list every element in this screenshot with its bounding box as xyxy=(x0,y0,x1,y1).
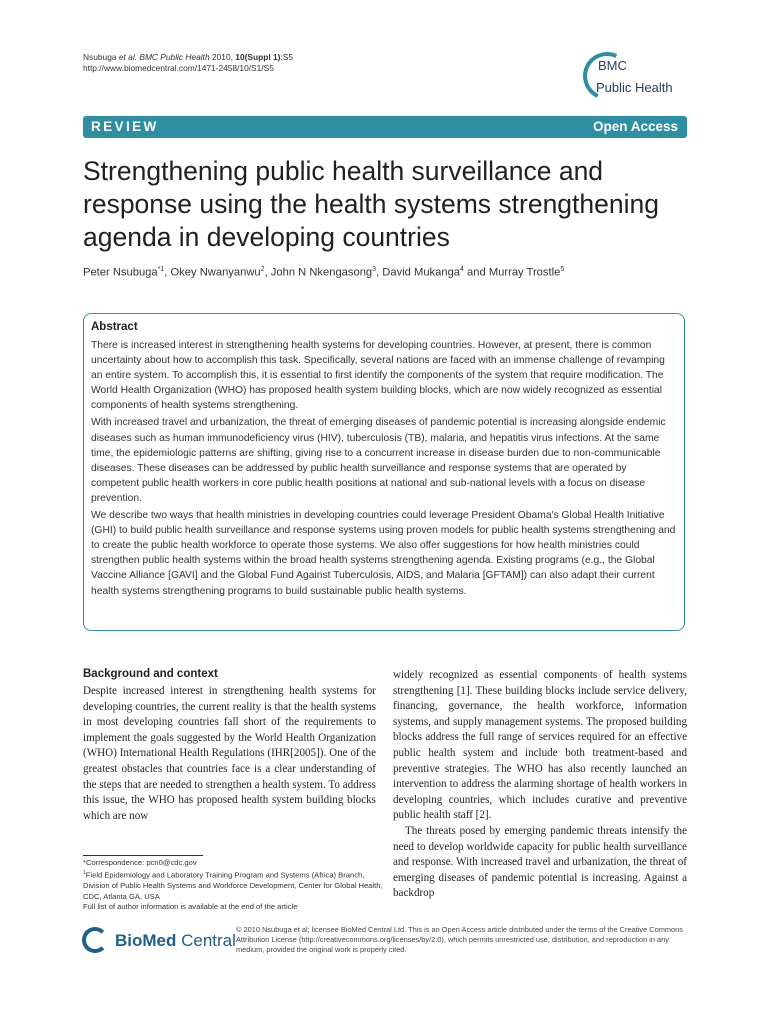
body-column-left xyxy=(83,684,376,824)
author-name: Peter Nsubuga xyxy=(83,266,158,279)
abstract-body xyxy=(91,338,677,601)
article-url[interactable]: http://www.biomedcentral.com/1471-2458/10/S1/S5 xyxy=(83,63,274,73)
footnotes xyxy=(83,858,383,913)
abstract-paragraph: There is increased interest in strengthening health systems for developing countries. However, at present, there is common uncertainty about how to accomplish this task. Specifically, several nations are faced with an immense challenge of revamping an entire system. To accomplish this, it is essential to first identify the components of the system that require modification. The World Health Organization (WHO) has proposed health system building blocks, which are now widely recognized as essential components of health systems strengthening. xyxy=(91,340,665,412)
author-list: Peter Nsubuga$^{*1}$, Okey Nwanyanwu$^2$, John N Nkengasong$^3$, David Mukanga$^4$ and Murray Trostle$^5$ xyxy=(83,266,565,279)
article-type-label: REVIEW xyxy=(91,119,159,134)
publisher-logo xyxy=(82,925,236,959)
citation-line: Nsubuga et al. BMC Public Health 2010, 10(Suppl 1):S5 xyxy=(83,52,293,62)
body-paragraph: The threats posed by emerging pandemic threats intensify the need to develop worldwide capacity for public health surveillance and response. With increased travel and urbanization, the threat of emerging diseases of pandemic potential is increasing. Against a backdrop xyxy=(393,824,687,900)
publisher-logo-text: BioMed Central xyxy=(115,931,236,950)
section-heading: Background and context xyxy=(83,668,218,680)
correspondence-note: *Correspondence: pcn0@cdc.gov xyxy=(83,858,197,867)
author-name: Murray Trostle xyxy=(488,266,561,279)
author-name: Okey Nwanyanwu xyxy=(170,266,261,279)
journal-logo-top: BMC xyxy=(598,58,627,73)
body-column-right xyxy=(393,668,687,902)
abstract-paragraph: With increased travel and urbanization, the threat of emerging diseases of pandemic potential is increasing alongside endemic diseases such as human immunodeficiency virus (HIV), tuberculosis (TB), malaria, and hepatitis virus infections. At the same time, the epidemiologic patterns are shifting, giving rise to a concurrent increase in disease burden due to non-communicable diseases. These diseases can be addressed by public health surveillance and response systems that are operated by competent public health workers in core public health positions at national and sub-national levels with a focus on disease prevention. xyxy=(91,417,666,504)
copyright-notice: © 2010 Nsubuga et al; licensee BioMed Central Ltd. This is an Open Access article distributed under the terms of the Creative Commons Attribution License (http://creativecommons.org/licenses/by/2.0), which permits unrestricted use, distribution, and reproduction in any medium, provided the original work is properly cited. xyxy=(236,925,683,955)
author-info-note: Full list of author information is available at the end of the article xyxy=(83,902,298,912)
author-name: David Mukanga xyxy=(382,266,461,279)
abstract-heading: Abstract xyxy=(91,321,138,333)
abstract-paragraph: We describe two ways that health ministries in developing countries could leverage President Obama's Global Health Initiative (GHI) to build public health surveillance and response systems using proven models for public health systems strengthening and to create the public health workforce to operate those systems. We also offer suggestions for how health ministries could strengthen public health systems within the broad health systems strengthening agenda. Existing programs (e.g., the Global Vaccine Alliance [GAVI] and the Global Fund Against Tuberculosis, AIDS, and Malaria [GFTAM]) can also adapt their current health systems strengthening programs to build sustainable public health systems. xyxy=(91,510,676,597)
journal-logo xyxy=(583,52,693,102)
body-paragraph: widely recognized as essential components of health systems strengthening [1]. These building blocks include service delivery, financing, governance, the health workforce, information systems, and supply management systems. The proposed building blocks address the full range of services required for an effective public health system and include both treatment-based and preventive strategies. The WHO has also recently launched an intervention to address the alarming shortage of health workers in developing countries, which includes curative and preventive public health staff [2]. xyxy=(393,669,687,822)
logo-arc-icon xyxy=(576,45,638,107)
journal-logo-bottom: Public Health xyxy=(596,80,673,95)
footnote-divider xyxy=(83,855,203,856)
article-type-banner xyxy=(83,116,687,138)
affiliation-note: $^1$Field Epidemiology and Laboratory Training Program and Systems (Africa) Branch, Division of Public Health Systems and Workforce Development, Center for Global Health, CDC, Atlanta GA, USA xyxy=(83,870,383,901)
publisher-logo-icon xyxy=(82,927,108,953)
open-access-label: Open Access xyxy=(592,119,678,134)
abstract-box xyxy=(83,313,685,631)
body-paragraph: Despite increased interest in strengthening health systems for developing countries, the current reality is that the health systems in most developing countries fall short of the requirements to implement the goals suggested by the World Health Organization (WHO) International Health Regulations (IHR[2005]). One of the greatest obstacles that countries face is a clear understanding of the steps that are needed to strengthen a health system. To address this issue, the WHO has proposed health system building blocks which are now xyxy=(83,685,376,822)
author-name: John N Nkengasong xyxy=(270,266,373,279)
article-title: Strengthening public health surveillance and response using the health systems strengthening agenda in developing countries xyxy=(83,156,659,252)
